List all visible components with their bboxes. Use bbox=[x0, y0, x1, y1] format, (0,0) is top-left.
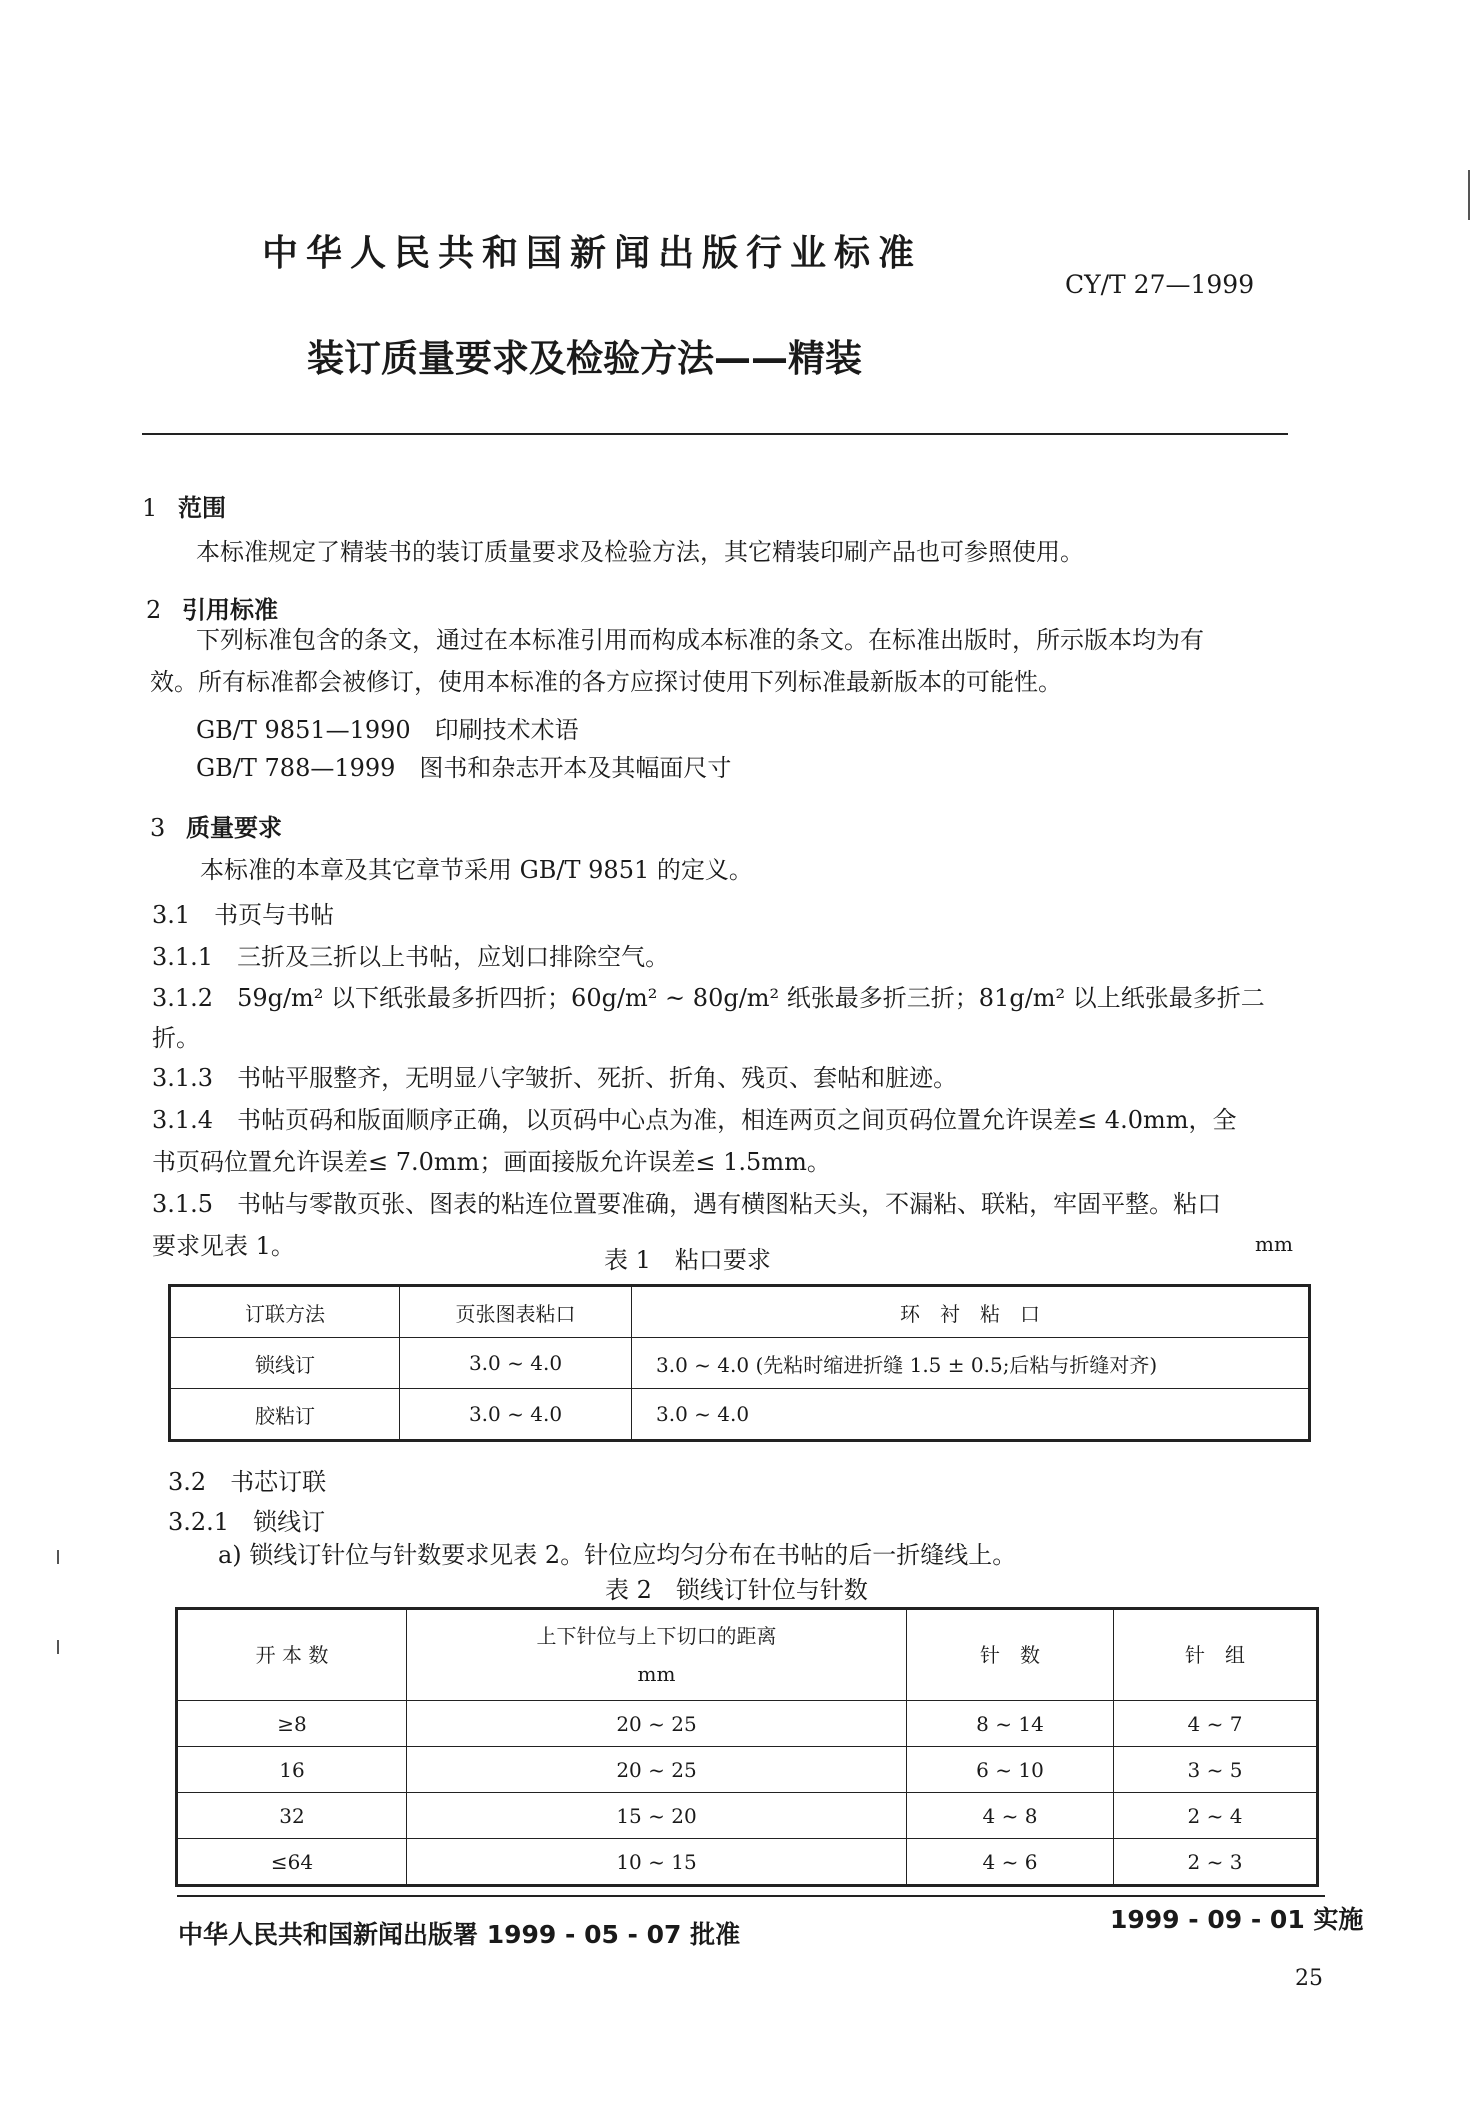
clause-3-1-2-line1: 3.1.2 59g/m² 以下纸张最多折四折；60g/m² ~ 80g/m² 纸张最多折三折；81g/m² 以上纸张最多折二 bbox=[152, 984, 1265, 1012]
clause-3-1-2-line2: 折。 bbox=[152, 1024, 200, 1052]
table-row bbox=[177, 1793, 1318, 1839]
standard-code: CY/T 27—1999 bbox=[1065, 270, 1255, 299]
clause-3-2-1: 3.2.1 锁线订 bbox=[168, 1508, 326, 1536]
table-cell: 20 ~ 25 bbox=[407, 1701, 907, 1747]
table-cell: 2 ~ 4 bbox=[1114, 1793, 1318, 1839]
table-row bbox=[170, 1389, 1310, 1441]
table-cell: 8 ~ 14 bbox=[907, 1701, 1114, 1747]
section-title: 范围 bbox=[178, 494, 226, 522]
clause-3-1-3: 3.1.3 书帖平服整齐，无明显八字皱折、死折、折角、残页、套帖和脏迹。 bbox=[152, 1064, 958, 1092]
document-title: 装订质量要求及检验方法——精装 bbox=[307, 337, 862, 380]
clause-3-1-4-line2: 书页码位置允许误差≤ 7.0mm；画面接版允许误差≤ 1.5mm。 bbox=[152, 1148, 831, 1176]
clause-3-2: 3.2 书芯订联 bbox=[168, 1468, 327, 1496]
header-rule bbox=[142, 433, 1288, 435]
table-header-cell: 针 数 bbox=[907, 1609, 1114, 1701]
table-cell: 胶粘订 bbox=[170, 1389, 400, 1441]
table-cell: 3.0 ~ 4.0 (先粘时缩进折缝 1.5 ± 0.5;后粘与折缝对齐) bbox=[632, 1338, 1310, 1389]
section-2-text-line2: 效。所有标准都会被修订，使用本标准的各方应探讨使用下列标准最新版本的可能性。 bbox=[150, 668, 1062, 696]
table-2 bbox=[175, 1607, 1319, 1887]
reference-1: GB/T 9851—1990 印刷技术术语 bbox=[196, 716, 579, 744]
table-cell: ≤64 bbox=[177, 1839, 407, 1886]
section-1-text: 本标准规定了精装书的装订质量要求及检验方法，其它精装印刷产品也可参照使用。 bbox=[196, 538, 1084, 566]
distance-header-unit: mm bbox=[637, 1662, 676, 1686]
section-title: 质量要求 bbox=[186, 814, 282, 842]
table-header-cell: 针 组 bbox=[1114, 1609, 1318, 1701]
table-2-caption: 表 2 锁线订针位与针数 bbox=[605, 1576, 868, 1604]
table-header-cell bbox=[407, 1609, 907, 1701]
clause-3-1: 3.1 书页与书帖 bbox=[152, 901, 335, 929]
table-cell: 4 ~ 7 bbox=[1114, 1701, 1318, 1747]
table-cell: 15 ~ 20 bbox=[407, 1793, 907, 1839]
standard-name: 中华人民共和国新闻出版行业标准 bbox=[262, 233, 923, 274]
section-2-text-line1: 下列标准包含的条文，通过在本标准引用而构成本标准的条文。在标准出版时，所示版本均为有 bbox=[196, 626, 1204, 654]
clause-3-1-5-line1: 3.1.5 书帖与零散页张、图表的粘连位置要准确，遇有横图粘天头，不漏粘、联粘，牢固平整。粘口 bbox=[152, 1190, 1222, 1218]
table-cell: 16 bbox=[177, 1747, 407, 1793]
clause-3-2-1-a: a) 锁线订针位与针数要求见表 2。针位应均匀分布在书帖的后一折缝线上。 bbox=[218, 1541, 1017, 1569]
table-cell: 3.0 ~ 4.0 bbox=[400, 1338, 632, 1389]
table-row bbox=[177, 1701, 1318, 1747]
table-cell: ≥8 bbox=[177, 1701, 407, 1747]
clause-3-1-4-line1: 3.1.4 书帖页码和版面顺序正确，以页码中心点为准，相连两页之间页码位置允许误差≤ 4.0mm，全 bbox=[152, 1106, 1237, 1134]
section-number: 3 bbox=[150, 814, 166, 842]
table-cell: 2 ~ 3 bbox=[1114, 1839, 1318, 1886]
table-row bbox=[177, 1839, 1318, 1886]
approval-note: 中华人民共和国新闻出版署 1999 - 05 - 07 批准 bbox=[178, 1920, 741, 1949]
section-3-text: 本标准的本章及其它章节采用 GB/T 9851 的定义。 bbox=[200, 856, 753, 884]
section-number: 1 bbox=[142, 494, 158, 522]
table-header-cell: 环 衬 粘 口 bbox=[632, 1286, 1310, 1338]
section-title: 引用标准 bbox=[182, 596, 278, 624]
effective-date: 1999 - 09 - 01 实施 bbox=[1110, 1905, 1364, 1934]
table-header-cell: 开 本 数 bbox=[177, 1609, 407, 1701]
table-cell: 锁线订 bbox=[170, 1338, 400, 1389]
table-cell: 3.0 ~ 4.0 bbox=[400, 1389, 632, 1441]
table-header-cell: 订联方法 bbox=[170, 1286, 400, 1338]
table-cell: 3 ~ 5 bbox=[1114, 1747, 1318, 1793]
reference-2: GB/T 788—1999 图书和杂志开本及其幅面尺寸 bbox=[196, 754, 732, 782]
table-cell: 32 bbox=[177, 1793, 407, 1839]
table-1-unit: mm bbox=[1255, 1232, 1293, 1256]
table-header-cell: 页张图表粘口 bbox=[400, 1286, 632, 1338]
table-cell: 10 ~ 15 bbox=[407, 1839, 907, 1886]
table-header-row bbox=[177, 1609, 1318, 1701]
table-row bbox=[170, 1338, 1310, 1389]
table-cell: 4 ~ 6 bbox=[907, 1839, 1114, 1886]
scan-mark bbox=[57, 1640, 59, 1654]
section-1-heading bbox=[142, 488, 226, 523]
scan-mark bbox=[1468, 170, 1470, 220]
section-3-heading bbox=[150, 808, 282, 843]
page-number: 25 bbox=[1295, 1966, 1323, 1991]
table-header-row bbox=[170, 1286, 1310, 1338]
clause-3-1-1: 3.1.1 三折及三折以上书帖，应划口排除空气。 bbox=[152, 943, 670, 971]
table-cell: 20 ~ 25 bbox=[407, 1747, 907, 1793]
clause-3-1-5-line2: 要求见表 1。 bbox=[152, 1232, 295, 1260]
table-1 bbox=[168, 1284, 1311, 1442]
distance-header-label: 上下针位与上下切口的距离 bbox=[536, 1624, 777, 1648]
scan-mark bbox=[57, 1550, 59, 1564]
table-cell: 6 ~ 10 bbox=[907, 1747, 1114, 1793]
footer-rule bbox=[177, 1895, 1325, 1897]
table-cell: 3.0 ~ 4.0 bbox=[632, 1389, 1310, 1441]
table-row bbox=[177, 1747, 1318, 1793]
section-number: 2 bbox=[146, 596, 162, 624]
table-cell: 4 ~ 8 bbox=[907, 1793, 1114, 1839]
table-1-caption: 表 1 粘口要求 bbox=[604, 1246, 771, 1274]
